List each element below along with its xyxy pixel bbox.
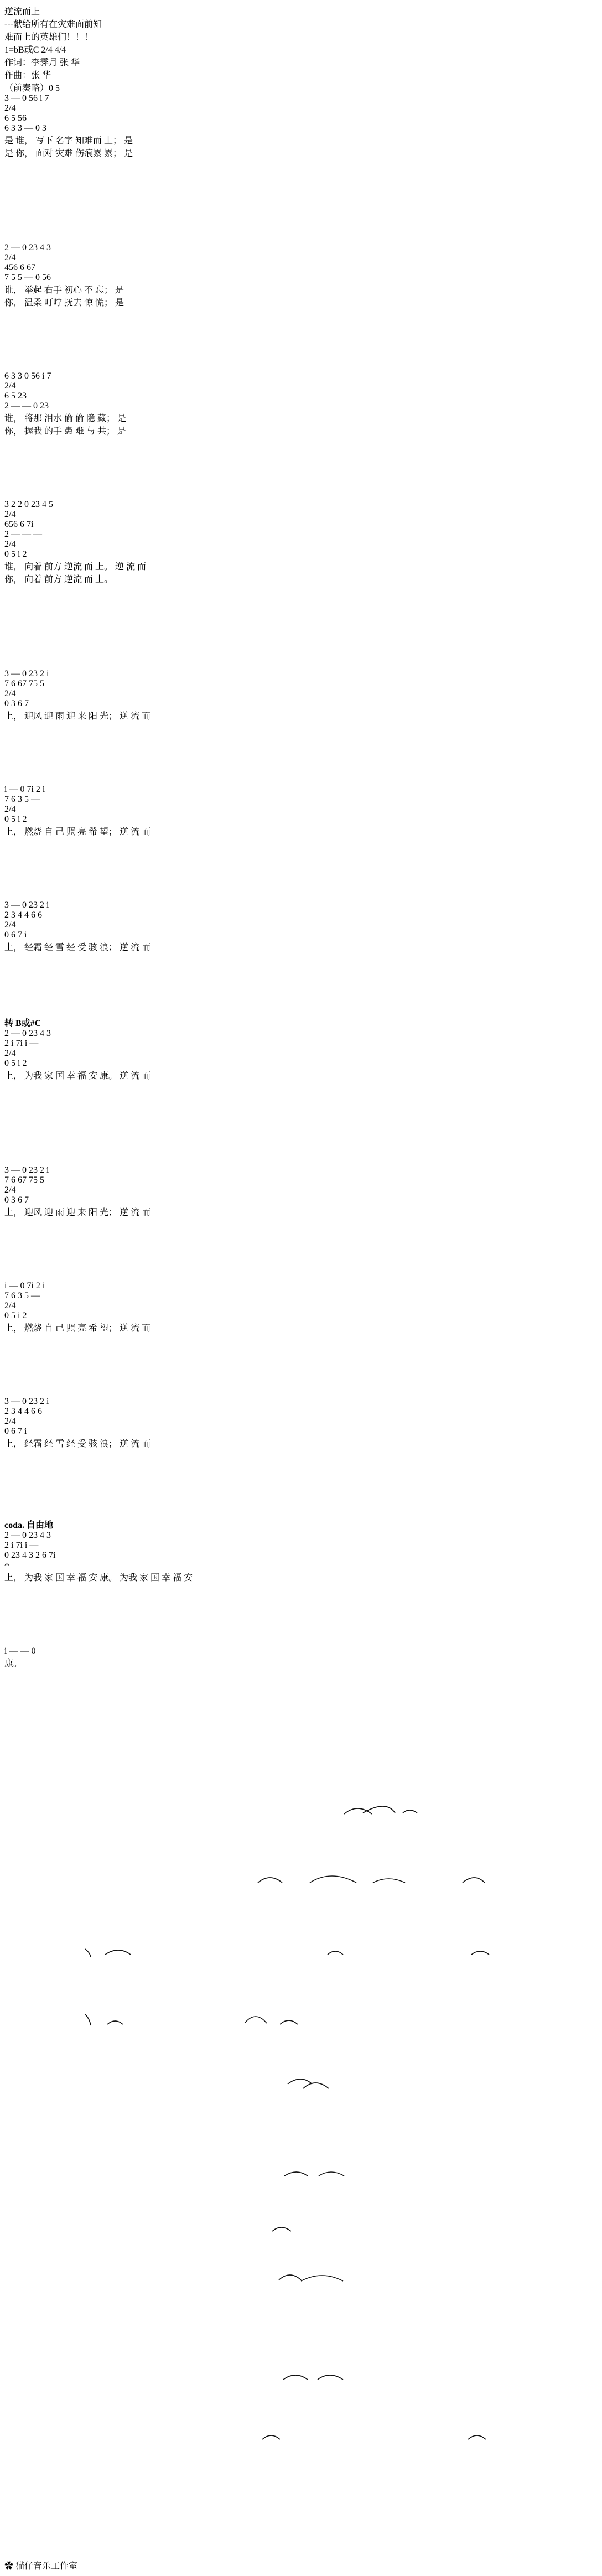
barline bbox=[4, 974, 598, 995]
barline bbox=[4, 308, 598, 329]
barline bbox=[4, 1491, 598, 1512]
watermark bbox=[4, 2559, 598, 2572]
notes-r1-m2: 3 — 0 56 i 7 bbox=[4, 94, 49, 103]
lyrics-r11: 上， 经霜 经 雪 经 受 骇 浪； 逆 流 而 bbox=[4, 1439, 151, 1449]
notes-r10-m2: 7 6 3 5 — bbox=[4, 1291, 40, 1300]
lyrics-r6: 上， 燃烧 自 己 照 亮 希 望； 逆 流 而 bbox=[4, 827, 151, 837]
lyrics-r2-v2: 你， 温柔 叮咛 抚去 惊 慌； 是 bbox=[4, 298, 124, 308]
slur bbox=[373, 1879, 405, 1883]
barline bbox=[4, 1625, 598, 1646]
slur bbox=[85, 2014, 91, 2025]
lyrics-r4-v1: 谁， 向着 前方 逆流 而 上。 逆 流 而 bbox=[4, 562, 147, 572]
notes-r6-m3: 0 5 i 2 bbox=[4, 815, 27, 824]
meter-r5: 2/4 bbox=[4, 689, 16, 698]
notes-r12-m3: 0 23 4 3 2 6 7i bbox=[4, 1551, 56, 1560]
barline bbox=[4, 458, 598, 479]
notes-r11-m1: 3 — 0 23 2 i bbox=[4, 1397, 49, 1406]
fermata-icon: 𝄐 bbox=[4, 1561, 9, 1570]
notes-r11-m3: 0 6 7 i bbox=[4, 1427, 27, 1436]
notes-r4-m1: 3 2 2 0 23 4 5 bbox=[4, 500, 53, 509]
song-title: 逆流而上 bbox=[4, 7, 40, 17]
slur bbox=[344, 1808, 372, 1814]
notes-r3-m2: 6 5 23 bbox=[4, 391, 27, 401]
notes-r11-m2: 2 3 4 4 6 6 bbox=[4, 1407, 42, 1416]
notes-r3-m3: 2 — — 0 23 bbox=[4, 401, 49, 411]
coda-mark: coda. 自由地 bbox=[4, 1521, 54, 1530]
subtitle-line-1: ---献给所有在灾难面前知 bbox=[4, 20, 102, 29]
barline bbox=[4, 1334, 598, 1355]
notes-r13: i — — 0 bbox=[4, 1646, 36, 1656]
lyrics-r9: 上， 迎风 迎 雨 迎 来 阳 光； 逆 流 而 bbox=[4, 1208, 151, 1217]
barline bbox=[4, 1144, 598, 1165]
barline bbox=[4, 329, 598, 350]
notes-r10-m3: 0 5 i 2 bbox=[4, 1311, 27, 1320]
notes-r4-m3: 2 — — — bbox=[4, 530, 42, 539]
subtitle-line-2: 难而上的英雄们！！！ bbox=[4, 33, 94, 42]
barline bbox=[4, 722, 598, 743]
barline bbox=[4, 585, 598, 606]
modulation-mark: 转 B或#C bbox=[4, 1019, 41, 1028]
repeat-barline-thick bbox=[4, 1123, 7, 1144]
notes-r7-m3: 0 6 7 i bbox=[4, 930, 27, 940]
notes-r3-m1: 6 3 3 0 56 i 7 bbox=[4, 371, 51, 381]
slur bbox=[284, 2172, 308, 2176]
slur bbox=[363, 1806, 395, 1813]
barline bbox=[4, 953, 598, 974]
barline bbox=[4, 222, 598, 243]
notes-r7-m1: 3 — 0 23 2 i bbox=[4, 900, 49, 910]
lyrics-r12: 上， 为我 家 国 幸 福 安 康。 为我 家 国 幸 福 安 bbox=[4, 1573, 193, 1583]
notes-r4-m4: 0 5 i 2 bbox=[4, 550, 27, 559]
barline bbox=[4, 1239, 598, 1260]
notes-r1-m3: 6 5 56 bbox=[4, 113, 27, 123]
lyrics-r8: 上， 为我 家 国 幸 福 安 康。 逆 流 而 bbox=[4, 1071, 151, 1081]
lyrics-r5: 上， 迎风 迎 雨 迎 来 阳 光； 逆 流 而 bbox=[4, 712, 151, 721]
notes-r12-m1: 2 — 0 23 4 3 bbox=[4, 1531, 51, 1540]
lyrics-r1-v2: 是 你， 面对 灾难 伤痕累 累； 是 bbox=[4, 149, 133, 158]
notes-r9-m2: 7 6 67 75 5 bbox=[4, 1175, 44, 1185]
meter-r9: 2/4 bbox=[4, 1185, 16, 1195]
final-barline-thick bbox=[4, 1690, 7, 1711]
notes-r4-m2: 656 6 7i bbox=[4, 520, 34, 529]
barline bbox=[4, 627, 598, 648]
slur bbox=[463, 1878, 485, 1883]
composer-credit: 作曲：张 华 bbox=[4, 71, 51, 80]
barline bbox=[4, 1376, 598, 1397]
notes-r8-m1: 2 — 0 23 4 3 bbox=[4, 1029, 51, 1038]
notes-r9-m3: 0 3 6 7 bbox=[4, 1195, 29, 1205]
barline bbox=[4, 743, 598, 764]
lyricist-credit: 作词：李霁月 张 华 bbox=[4, 58, 80, 68]
barline bbox=[4, 1583, 598, 1604]
slur bbox=[107, 2021, 123, 2024]
notes-r2-m2: 456 6 67 bbox=[4, 263, 35, 272]
slur bbox=[303, 2083, 329, 2088]
barline bbox=[4, 1355, 598, 1376]
notes-r2-m1: 2 — 0 23 4 3 bbox=[4, 243, 51, 252]
slur bbox=[319, 2172, 344, 2176]
barline bbox=[4, 606, 598, 627]
notes-r8-m2: 2 i 7i i — bbox=[4, 1039, 39, 1048]
slur bbox=[258, 1878, 282, 1883]
notes-r5-m3: 0 3 6 7 bbox=[4, 699, 29, 708]
barline bbox=[4, 1449, 598, 1470]
meter-r1: 2/4 bbox=[4, 103, 16, 113]
barline bbox=[4, 1218, 598, 1239]
notes-r2-m3: 7 5 5 — 0 56 bbox=[4, 273, 51, 282]
notes-r12-m2: 2 i 7i i — bbox=[4, 1541, 39, 1550]
repeat-barline-thin bbox=[4, 1102, 598, 1123]
meter-r10: 2/4 bbox=[4, 1301, 16, 1310]
barline bbox=[4, 201, 598, 222]
slur bbox=[301, 2276, 343, 2281]
barline bbox=[4, 159, 598, 180]
notes-r5-m1: 3 — 0 23 2 i bbox=[4, 669, 49, 678]
slur bbox=[105, 1950, 131, 1955]
meter-r4a: 2/4 bbox=[4, 510, 16, 519]
lyrics-r2-v1: 谁， 举起 右手 初心 不 忘； 是 bbox=[4, 286, 124, 295]
lyrics-r1-v1: 是 谁， 写下 名字 知难而 上； 是 bbox=[4, 136, 133, 146]
slur bbox=[288, 2079, 312, 2084]
meter-r6: 2/4 bbox=[4, 805, 16, 814]
coda-bracket-side bbox=[4, 1512, 598, 1518]
lyrics-r3-v1: 谁， 将那 泪水 偷 偷 隐 藏； 是 bbox=[4, 414, 127, 423]
notes-r9-m1: 3 — 0 23 2 i bbox=[4, 1165, 49, 1175]
notes-r5-m2: 7 6 67 75 5 bbox=[4, 679, 44, 688]
lyrics-r7: 上， 经霜 经 雪 经 受 骇 浪； 逆 流 而 bbox=[4, 943, 151, 952]
slur bbox=[283, 2375, 308, 2380]
barline bbox=[4, 1604, 598, 1625]
barline bbox=[4, 1260, 598, 1281]
meter-r3: 2/4 bbox=[4, 381, 16, 391]
meter-r4b: 2/4 bbox=[4, 540, 16, 549]
score-page bbox=[4, 4, 598, 2572]
slur bbox=[328, 1951, 343, 1955]
lyrics-r10: 上， 燃烧 自 己 照 亮 希 望； 逆 流 而 bbox=[4, 1324, 151, 1333]
slur bbox=[403, 1810, 417, 1813]
slur bbox=[272, 2227, 291, 2231]
barline bbox=[4, 180, 598, 201]
barline bbox=[4, 1470, 598, 1491]
slur bbox=[471, 1951, 489, 1955]
meter-r7: 2/4 bbox=[4, 920, 16, 930]
barline bbox=[4, 764, 598, 785]
meter-r11: 2/4 bbox=[4, 1417, 16, 1426]
slur bbox=[318, 2375, 343, 2380]
barline bbox=[4, 648, 598, 669]
notes-r6-m2: 7 6 3 5 — bbox=[4, 795, 40, 804]
slur bbox=[85, 1949, 91, 1957]
notes-r6-m1: i — 0 7i 2 i bbox=[4, 785, 45, 794]
barline bbox=[4, 1081, 598, 1102]
lyrics-r3-v2: 你， 握我 的手 患 难 与 共； 是 bbox=[4, 427, 127, 436]
wechat-icon: ✿ bbox=[4, 2562, 14, 2571]
barline bbox=[4, 995, 598, 1016]
notes-r8-m3: 0 5 i 2 bbox=[4, 1059, 27, 1068]
barline bbox=[4, 837, 598, 858]
meter-r2: 2/4 bbox=[4, 253, 16, 262]
final-barline-thin bbox=[4, 1669, 598, 1690]
lyrics-r4-v2: 你， 向着 前方 逆流 而 上。 bbox=[4, 575, 113, 584]
meter-r8: 2/4 bbox=[4, 1049, 16, 1058]
slur bbox=[280, 2020, 298, 2024]
barline bbox=[4, 350, 598, 371]
key-signature: 1=bB或C 2/4 4/4 bbox=[4, 45, 66, 55]
barline bbox=[4, 858, 598, 879]
lyrics-r13: 康。 bbox=[4, 1659, 23, 1668]
slur bbox=[310, 1876, 356, 1883]
notes-r1-m1: （前奏略）0 5 bbox=[4, 84, 60, 93]
slur-arcs bbox=[4, 1711, 602, 2556]
barline bbox=[4, 479, 598, 500]
slur bbox=[279, 2275, 301, 2280]
notes-r7-m2: 2 3 4 4 6 6 bbox=[4, 910, 42, 920]
watermark-text: 猫仔音乐工作室 bbox=[15, 2562, 78, 2571]
slur bbox=[262, 2435, 280, 2439]
slur bbox=[245, 2017, 267, 2023]
slur bbox=[468, 2435, 486, 2439]
notes-r1-m4: 6 3 3 — 0 3 bbox=[4, 123, 46, 133]
barline bbox=[4, 437, 598, 458]
notes-r10-m1: i — 0 7i 2 i bbox=[4, 1281, 45, 1290]
barline bbox=[4, 879, 598, 900]
